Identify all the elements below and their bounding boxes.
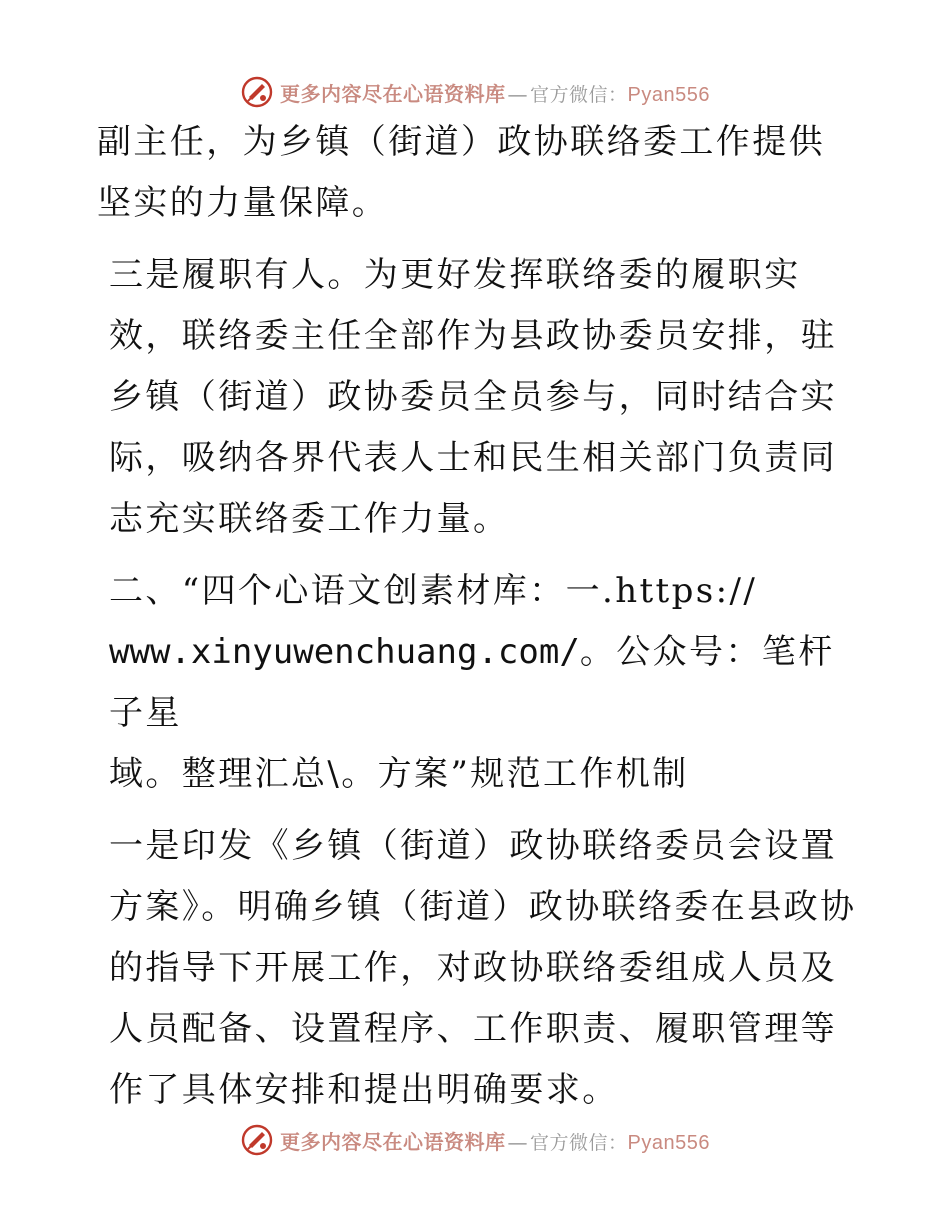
watermark-official-text: 官方微信： [530, 83, 628, 106]
pen-seal-logo-icon [240, 1123, 274, 1157]
heading-suffix-1: 。公众号：笔杆子星 [109, 632, 835, 733]
paragraph-2: 三是履职有人。为更好发挥联络委的履职实效，联络委主任全部作为县政协委员安排，驻乡镇（街道）政协委员全员参与，同时结合实际，吸纳各界代表人士和民生相关部门负责同志充实联络委工作力量。 [109, 255, 837, 539]
watermark-separator: — [507, 81, 528, 106]
document-body [97, 112, 857, 1132]
heading-suffix-2: 域。整理汇总\。方案”规范工作机制 [109, 754, 689, 794]
heading-url: www.xinyuwenchuang.com/ [109, 632, 580, 672]
watermark-text [280, 1126, 710, 1155]
pen-seal-logo-icon [240, 75, 274, 109]
header-watermark [0, 72, 950, 112]
heading-prefix: 二、“四个心语文创素材库：一.https:// [109, 571, 758, 611]
paragraph-4: 一是印发《乡镇（街道）政协联络委员会设置方案》。明确乡镇（街道）政协联络委在县政协的指导下开展工作，对政协联络委组成人员及人员配备、设置程序、工作职责、履职管理等作了具体安排和提出明确要求。 [109, 826, 857, 1110]
watermark-library-text: 更多内容尽在心语资料库 [280, 81, 506, 106]
watermark-text [280, 78, 710, 107]
watermark-official-text: 官方微信： [530, 1131, 628, 1154]
paragraph-3-heading [97, 561, 857, 805]
watermark-separator: — [507, 1129, 528, 1154]
footer-watermark [0, 1120, 950, 1160]
watermark-wechat-id: Pyan556 [627, 83, 710, 106]
paragraph-1: 副主任，为乡镇（街道）政协联络委工作提供坚实的力量保障。 [97, 122, 825, 223]
watermark-library-text: 更多内容尽在心语资料库 [280, 1129, 506, 1154]
watermark-wechat-id: Pyan556 [627, 1131, 710, 1154]
